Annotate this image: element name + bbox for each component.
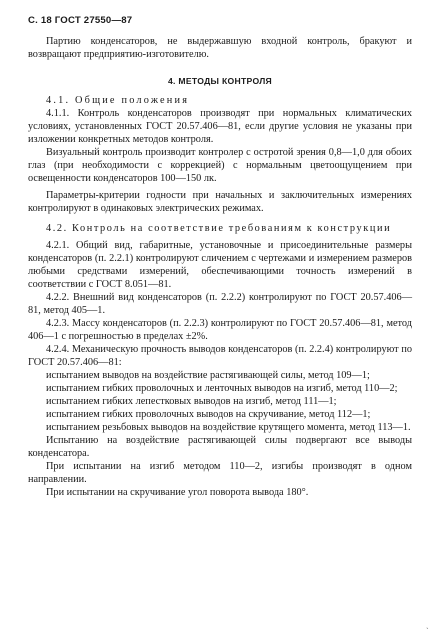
paragraph-bend: При испытании на изгиб методом 110—2, изгибы производят в одном направлении. [28,461,412,485]
scan-mark-icon: ˎ [426,620,429,629]
paragraph-4-1-1: 4.1.1. Контроль конденсаторов производят при нормальных климатических условиях, установленных ГОСТ 20.57.406—81, если другие условия не указаны при изложении конкретных методов контроля. [28,108,412,145]
section-title: 4. МЕТОДЫ КОНТРОЛЯ [167,76,273,86]
paragraph-twist: При испытании на скручивание угол поворота вывода 180°. [46,487,309,498]
page-header: С. 18 ГОСТ 27550—87 [28,15,133,26]
list-item: испытанием выводов на воздействие растягивающей силы, метод 109—1; [46,370,370,381]
paragraph-4-2-1: 4.2.1. Общий вид, габаритные, установочные и присоединительные размеры конденсаторов (п. 2.2.1) контролируют сличением с чертежами и измерением размеров любыми средствами измерений, обеспечивающими точность измерений в соответствии с ГОСТ 8.051—81. [28,240,412,290]
document-page [28,14,412,499]
list-item: испытанием гибких лепестковых выводов на изгиб, метод 111—1; [46,396,337,407]
paragraph-tension: Испытанию на воздействие растягивающей силы подвергают все выводы конденсатора. [28,435,412,459]
paragraph-4-2-2: 4.2.2. Внешний вид конденсаторов (п. 2.2.2) контролируют по ГОСТ 20.57.406—81, метод 405—1. [28,292,412,316]
list-item: испытанием гибких проволочных и ленточных выводов на изгиб, метод 110—2; [46,383,398,394]
paragraph-visual-control: Визуальный контроль производит контролер с остротой зрения 0,8—1,0 для обоих глаз (при необходимости с коррекцией) с нормальным цветоощущением при освещенности конденсаторов 100—150 лк. [28,147,412,184]
paragraph-4-2-4: 4.2.4. Механическую прочность выводов конденсаторов (п. 2.2.4) контролируют по ГОСТ 20.57.406—81: [28,344,412,368]
paragraph-params: Параметры-критерии годности при начальных и заключительных измерениях контролируют в одинаковых электрических режимах. [28,190,412,214]
subsection-title: 4.2. Контроль на соответствие требованиям к конструкции [46,223,392,234]
paragraph-4-2-3: 4.2.3. Массу конденсаторов (п. 2.2.3) контролируют по ГОСТ 20.57.406—81, метод 406—1 с погрешностью в пределах ±2%. [28,318,412,342]
intro-paragraph: Партию конденсаторов, не выдержавшую входной контроль, бракуют и возвращают предприятию-изготовителю. [28,36,412,60]
list-item: испытанием гибких проволочных выводов на скручивание, метод 112—1; [46,409,371,420]
subsection-title: 4.1. Общие положения [46,95,190,106]
list-item: испытанием резьбовых выводов на воздействие крутящего момента, метод 113—1. [46,422,411,433]
